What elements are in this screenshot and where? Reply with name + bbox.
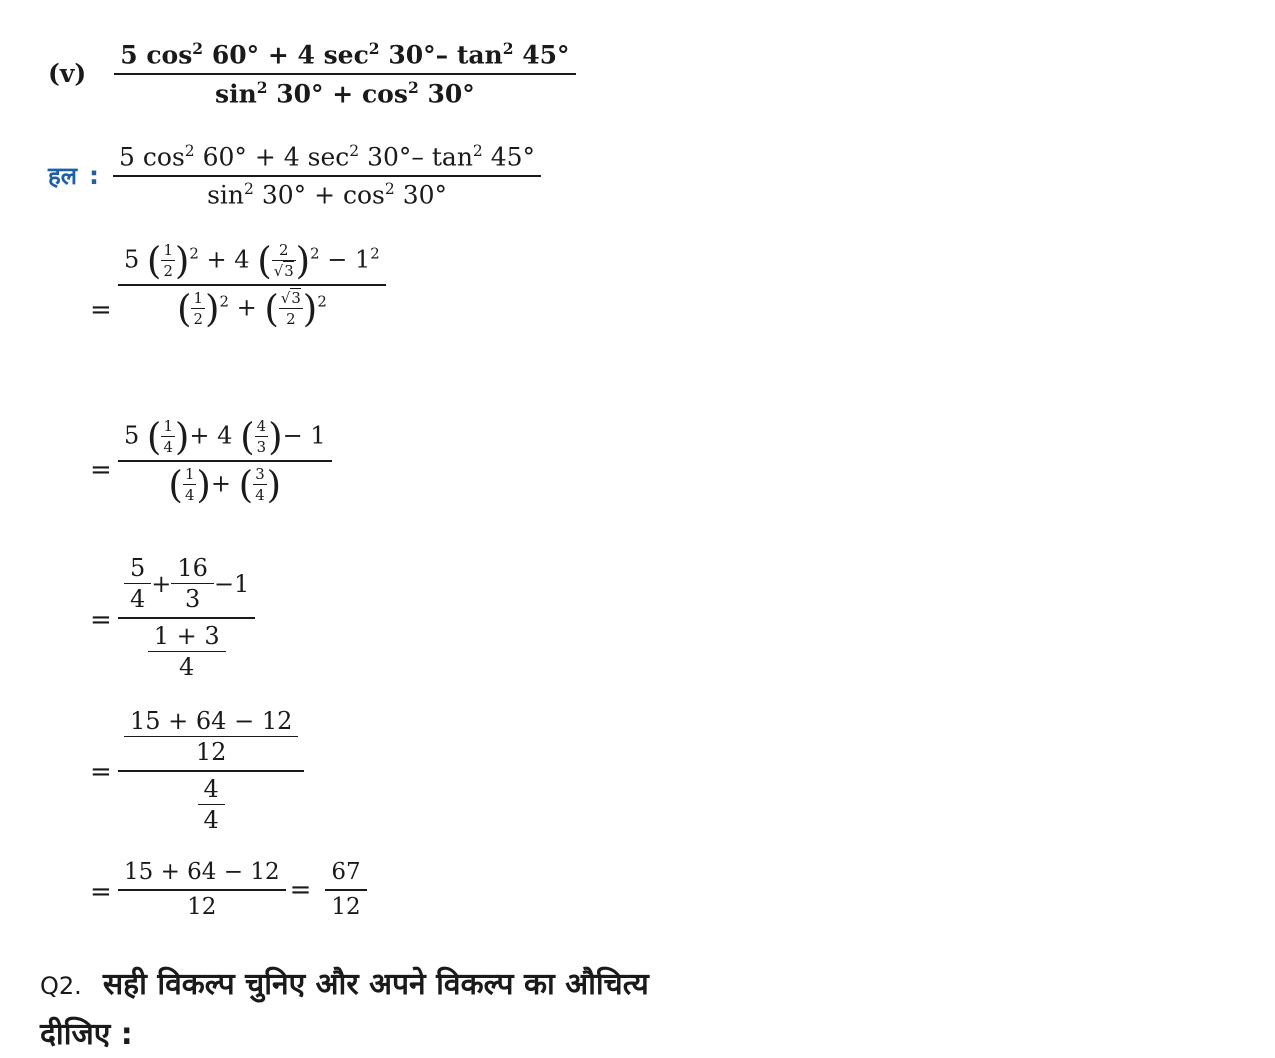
fraction-bar <box>114 73 575 75</box>
step-4-denominator: $\frac{4}{4}$ <box>192 776 231 834</box>
question-text-line-2: दीजिए : <box>40 1017 133 1052</box>
solution-intro <box>48 143 541 209</box>
equals-sign: = <box>90 757 112 787</box>
equals-sign: = <box>289 875 312 906</box>
result-fraction: $\frac{67}{12}$ <box>325 860 366 921</box>
problem-numerator: 5 $\cos^2 60^\circ + 4$ $\sec^2 30^\circ-$ $\tan^2 45^\circ$ <box>120 39 570 70</box>
step-3-denominator: $\frac{1 + 3}{4}$ <box>142 623 232 681</box>
step-4-numerator: $\frac{15 + 64 - 12}{12}$ <box>118 708 304 766</box>
step-1 <box>118 238 386 330</box>
question-text-line-1: सही विकल्प चुनिए और अपने विकल्प का औचित्य <box>102 967 649 1002</box>
problem-block <box>48 40 576 108</box>
solution-label: हल <box>48 162 78 191</box>
step-5 <box>118 860 367 921</box>
equals-sign: = <box>90 295 112 325</box>
step-2-fraction <box>118 414 332 506</box>
intro-fraction: $\frac{5 \cos^2 60^\circ + 4 \sec^2 30^\circ- \tan^2 45^\circ}{\sin^2 30^\circ + \cos^2 30^\circ}$ <box>113 143 541 209</box>
step-1-fraction <box>118 238 386 330</box>
equals-sign: = <box>90 877 112 907</box>
step-3 <box>118 555 255 681</box>
question-number: Q2. <box>40 972 82 1000</box>
solution-colon: : <box>89 161 100 191</box>
step-4 <box>118 708 304 834</box>
step-1-numerator: 5 ( $\frac{1}{2}$ )$^2$ + 4 ( $\frac{2}{√3}$ )$^2 - 1^2$ <box>124 238 380 283</box>
step-3-fraction <box>118 555 255 681</box>
equals-sign: = <box>90 455 112 485</box>
step-2 <box>118 414 332 506</box>
problem-denominator: $\sin^2 30^\circ + \cos^2 30^\circ$ <box>215 77 475 109</box>
step-2-denominator: ( $\frac{1}{4}$ )+ ( $\frac{3}{4}$ ) <box>168 461 282 506</box>
question-block <box>40 962 649 1058</box>
step-1-denominator: ( $\frac{1}{2}$ )$^2$ + ( $\frac{√3}{2}$ )$^2$ <box>176 285 327 330</box>
problem-label: (v) <box>48 59 87 89</box>
problem-fraction <box>114 40 575 108</box>
step-2-numerator: 5 ( $\frac{1}{4}$ )+ 4 ( $\frac{4}{3}$ )− 1 <box>124 414 326 459</box>
equals-sign: = <box>90 605 112 635</box>
step-3-numerator: $\frac{5}{4}$ + $\frac{16}{3}$ −1 <box>118 555 255 613</box>
step-5-fraction: $\frac{15 + 64 - 12}{12}$ <box>118 860 286 921</box>
step-4-fraction <box>118 708 304 834</box>
